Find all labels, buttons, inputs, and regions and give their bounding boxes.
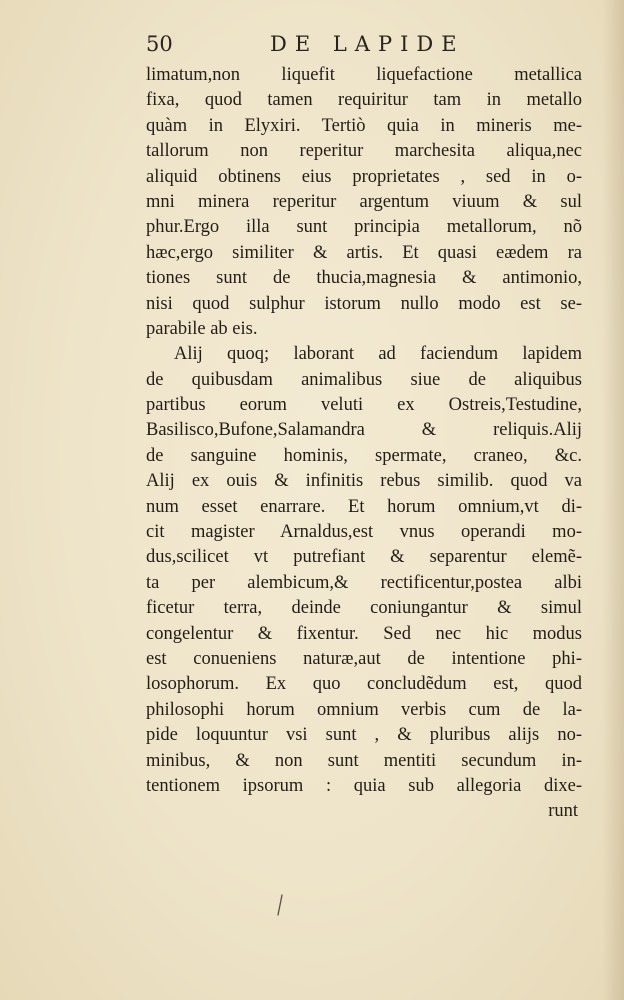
text-line: dus,scilicet vt putrefiant & separentur elemẽ- [146,547,582,568]
text-line: minibus, & non sunt mentiti secundum in- [146,750,582,771]
text-line: aliquid obtinens eius proprietates , sed in o- [146,166,582,187]
running-head: DE LAPIDE [270,32,465,56]
text-line: tiones sunt de thucia,magnesia & antimonio, [146,268,582,289]
text-line: de sanguine hominis, spermate, craneo, &c. [146,445,582,466]
body-text [146,63,582,825]
text-line: parabile ab eis. [146,318,258,339]
text-line: ficetur terra, deinde coniungantur & simul [146,598,582,619]
text-line: tentionem ipsorum : quia sub allegoria dixe- [146,775,582,796]
text-line: Alij quoq; laborant ad faciendum lapidem [174,344,582,365]
text-line: partibus eorum veluti ex Ostreis,Testudine, [146,395,582,416]
page-number: 50 [146,32,173,56]
text-line: de quibusdam animalibus siue de aliquibus [146,369,582,390]
text-line: pide loquuntur vsi sunt , & pluribus alijs no- [146,725,582,746]
text-line: ta per alembicum,& rectificentur,postea albi [146,572,582,593]
text-line: limatum,non liquefit liquefactione metallica [146,65,582,85]
ink-stroke-mark [272,893,288,917]
text-line: quàm in Elyxiri. Tertiò quia in mineris me- [146,115,582,136]
text-line: cit magister Arnaldus,est vnus operandi mo- [146,522,582,543]
text-line: congelentur & fixentur. Sed nec hic modus [146,623,582,644]
text-line: num esset enarrare. Et horum omnium,vt di- [146,496,582,517]
page-header [146,30,586,62]
text-line: est conueniens naturæ,aut de intentione phi- [146,648,582,669]
paragraph-1 [146,63,582,342]
page-edge-shadow [602,0,624,1000]
text-line: Alij ex ouis & infinitis rebus similib. quod va [146,471,582,492]
text-line: hæc,ergo similiter & artis. Et quasi eædem ra [146,242,582,263]
text-line: nisi quod sulphur istorum nullo modo est se- [146,293,582,314]
text-line: Basilisco,Bufone,Salamandra & reliquis.Alij [146,420,582,441]
text-line: fixa, quod tamen requiritur tam in metallo [146,90,582,111]
text-line: philosophi horum omnium verbis cum de la- [146,699,582,720]
text-line: mni minera reperitur argentum viuum & sul [146,191,582,212]
text-line: losophorum. Ex quo concludẽdum est, quod [146,674,582,695]
paragraph-2 [146,342,582,799]
text-line: tallorum non reperitur marchesita aliqua,nec [146,141,582,162]
catchword: runt [548,801,578,822]
text-line: phur.Ergo illa sunt principia metallorum, nõ [146,217,582,238]
